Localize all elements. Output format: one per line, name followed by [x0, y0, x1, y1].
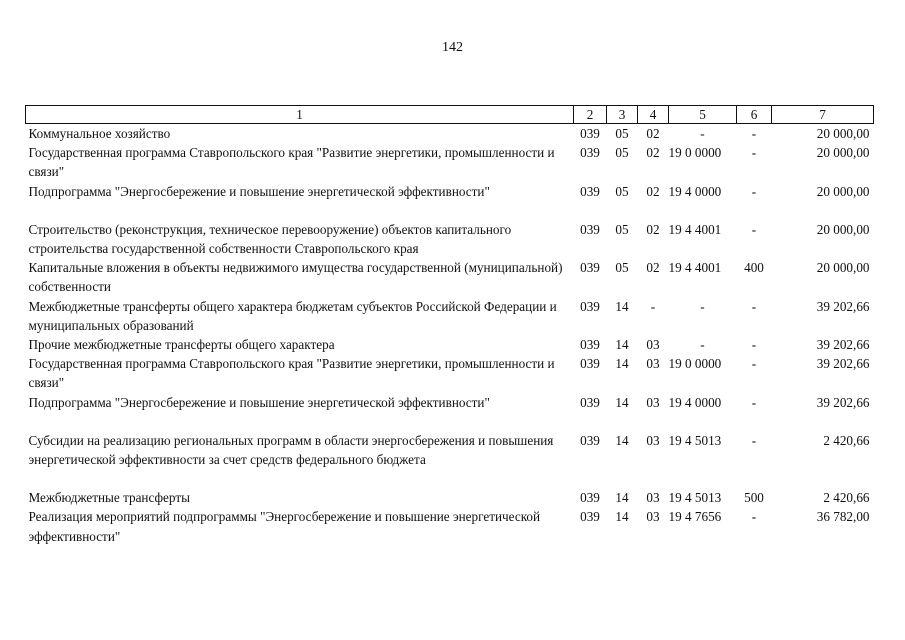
row-expense-type: -	[751, 298, 757, 314]
table-header-row	[26, 106, 874, 124]
row-expense-type: -	[751, 432, 757, 448]
row-ministry: 039	[580, 145, 600, 161]
row-target: 19 4 4001	[668, 221, 722, 237]
table-row	[26, 488, 874, 507]
row-expense-type: -	[751, 337, 757, 353]
row-subsection: 02	[646, 126, 660, 141]
row-subsection: 03	[646, 509, 660, 525]
row-name: Межбюджетные трансферты общего характера бюджетам субъектов Российской Федерации и муниципальных образований	[28, 298, 557, 333]
row-amount: 2 420,66	[823, 490, 870, 506]
table-row	[26, 393, 874, 431]
table-row	[26, 258, 874, 296]
row-amount: 20 000,00	[816, 145, 870, 161]
header-col-7: 7	[772, 106, 874, 124]
row-section: 14	[615, 356, 629, 372]
row-subsection: 02	[646, 221, 660, 237]
row-expense-type: -	[751, 145, 757, 161]
row-name: Подпрограмма "Энергосбережение и повышение энергетической эффективности"	[28, 394, 490, 410]
row-ministry: 039	[580, 337, 600, 353]
row-ministry: 039	[580, 356, 600, 372]
row-section: 14	[615, 432, 629, 448]
table-row	[26, 124, 874, 144]
row-subsection: 03	[646, 337, 660, 353]
table-row	[26, 507, 874, 545]
row-section: 05	[615, 260, 629, 276]
row-target: -	[700, 126, 705, 141]
row-amount: 20 000,00	[816, 183, 870, 199]
row-name: Межбюджетные трансферты	[28, 490, 190, 506]
budget-table	[25, 105, 874, 546]
row-name: Государственная программа Ставропольского края "Развитие энергетики, промышленности и связи"	[28, 356, 555, 391]
header-col-3: 3	[607, 106, 638, 124]
row-name: Государственная программа Ставропольского края "Развитие энергетики, промышленности и связи"	[28, 145, 555, 180]
row-section: 05	[615, 183, 629, 199]
row-target: -	[700, 337, 705, 353]
row-expense-type: 400	[744, 260, 764, 276]
row-name: Капитальные вложения в объекты недвижимого имущества государственной (муниципальной) собственности	[28, 260, 563, 295]
row-section: 14	[615, 394, 629, 410]
row-expense-type: -	[751, 356, 757, 372]
row-subsection: 03	[646, 490, 660, 506]
row-amount: 39 202,66	[816, 337, 870, 353]
header-col-1: 1	[26, 106, 574, 124]
table-row	[26, 182, 874, 220]
row-amount: 20 000,00	[816, 126, 870, 141]
row-name: Строительство (реконструкция, техническое перевооружение) объектов капитального строительства государственной собственности Ставропольского края	[28, 221, 512, 257]
row-amount: 39 202,66	[816, 394, 870, 410]
row-ministry: 039	[580, 298, 600, 314]
row-name: Коммунальное хозяйство	[28, 126, 171, 141]
page-number: 142	[442, 40, 463, 55]
row-section: 05	[615, 126, 629, 141]
row-subsection: 02	[646, 183, 660, 199]
row-subsection: 03	[646, 356, 660, 372]
row-ministry: 039	[580, 260, 600, 276]
table-row	[26, 143, 874, 181]
row-target: 19 4 5013	[668, 490, 722, 506]
row-target: 19 4 5013	[668, 432, 722, 448]
row-subsection: 02	[646, 260, 660, 276]
row-section: 14	[615, 509, 629, 525]
row-name: Подпрограмма "Энергосбережение и повышение энергетической эффективности"	[28, 183, 490, 199]
row-subsection: 03	[646, 394, 660, 410]
row-amount: 36 782,00	[816, 509, 870, 525]
row-amount: 39 202,66	[816, 356, 870, 372]
header-col-4: 4	[638, 106, 669, 124]
row-ministry: 039	[580, 490, 600, 506]
row-ministry: 039	[580, 183, 600, 199]
row-expense-type: -	[751, 126, 757, 141]
row-target: 19 4 7656	[668, 509, 722, 525]
row-section: 05	[615, 221, 629, 237]
row-amount: 20 000,00	[816, 221, 870, 237]
row-name: Прочие межбюджетные трансферты общего характера	[28, 337, 335, 353]
row-ministry: 039	[580, 509, 600, 525]
table-row	[26, 220, 874, 258]
row-target: -	[700, 298, 705, 314]
row-section: 14	[615, 490, 629, 506]
row-target: 19 4 0000	[668, 394, 722, 410]
row-expense-type: -	[751, 183, 757, 199]
header-col-5: 5	[669, 106, 737, 124]
row-expense-type: 500	[744, 490, 764, 506]
row-amount: 39 202,66	[816, 298, 870, 314]
header-col-2: 2	[574, 106, 607, 124]
row-section: 05	[615, 145, 629, 161]
row-amount: 20 000,00	[816, 260, 870, 276]
row-target: 19 4 0000	[668, 183, 722, 199]
row-ministry: 039	[580, 221, 600, 237]
row-expense-type: -	[751, 221, 757, 237]
row-expense-type: -	[751, 394, 757, 410]
row-ministry: 039	[580, 432, 600, 448]
row-name: Субсидии на реализацию региональных программ в области энергосбережения и повышения энергетической эффективности за счет средств федерального бюджета	[28, 432, 554, 468]
header-col-6: 6	[737, 106, 772, 124]
table-row	[26, 335, 874, 354]
table-row	[26, 297, 874, 335]
row-target: 19 0 0000	[668, 356, 722, 372]
row-section: 14	[615, 337, 629, 353]
row-subsection: 03	[646, 432, 660, 448]
row-subsection: 02	[646, 145, 660, 161]
row-expense-type: -	[751, 509, 757, 525]
row-target: 19 4 4001	[668, 260, 722, 276]
row-ministry: 039	[580, 394, 600, 410]
row-section: 14	[615, 298, 629, 314]
table-row	[26, 354, 874, 392]
row-amount: 2 420,66	[823, 432, 870, 448]
row-subsection: -	[650, 298, 656, 314]
row-name: Реализация мероприятий подпрограммы "Энергосбережение и повышение энергетической эффективности"	[28, 509, 541, 544]
table-row	[26, 431, 874, 488]
row-target: 19 0 0000	[668, 145, 722, 161]
row-ministry: 039	[580, 126, 600, 141]
